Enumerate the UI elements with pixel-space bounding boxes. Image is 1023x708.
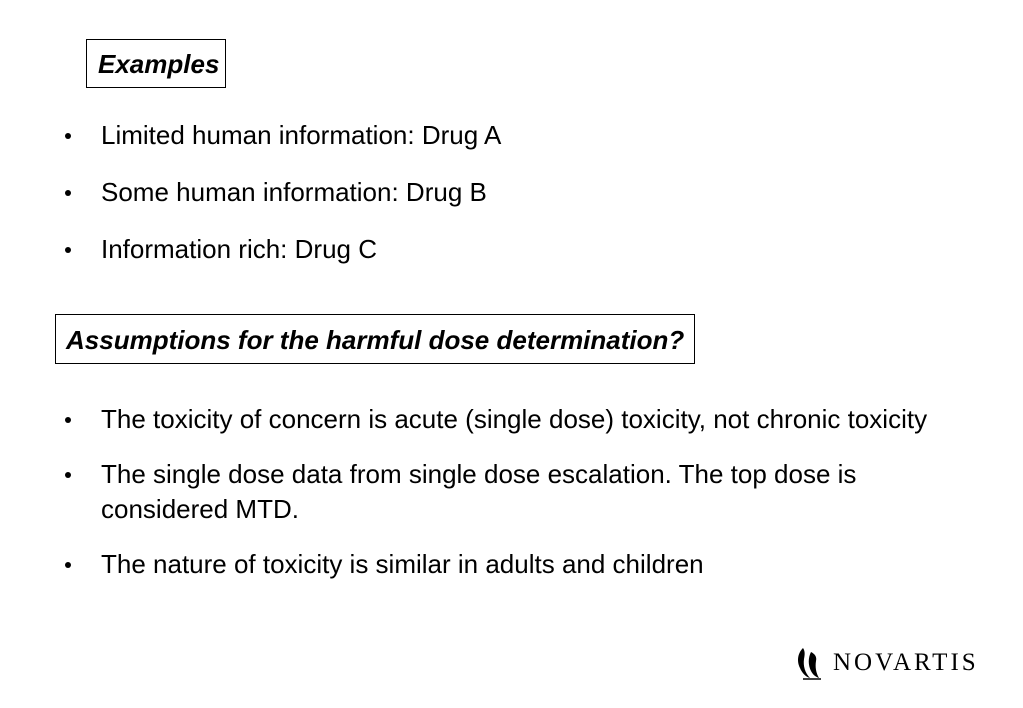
bullet-icon — [65, 417, 71, 423]
bullet-icon — [65, 133, 71, 139]
list-item-text: Limited human information: Drug A — [101, 120, 502, 150]
novartis-logo-text: NOVARTIS — [833, 649, 979, 676]
bullet-icon — [65, 562, 71, 568]
list-item — [60, 118, 501, 153]
list-item — [60, 232, 501, 267]
bullet-icon — [65, 472, 71, 478]
list-item-text: The nature of toxicity is similar in adults and children — [101, 549, 704, 579]
assumptions-list — [60, 402, 940, 582]
list-item-text: Some human information: Drug B — [101, 177, 487, 207]
list-item-text: The single dose data from single dose escalation. The top dose is considered MTD. — [101, 459, 857, 524]
list-item — [60, 547, 940, 582]
examples-heading — [86, 39, 226, 88]
novartis-logo — [795, 645, 979, 681]
novartis-flame-icon — [795, 646, 825, 680]
examples-list — [60, 118, 501, 267]
list-item — [60, 402, 940, 437]
list-item — [60, 175, 501, 210]
assumptions-heading — [55, 314, 695, 364]
examples-heading-text: Examples — [98, 49, 220, 79]
list-item — [60, 457, 940, 527]
bullet-icon — [65, 247, 71, 253]
assumptions-heading-text: Assumptions for the harmful dose determination? — [66, 325, 685, 355]
bullet-icon — [65, 190, 71, 196]
list-item-text: Information rich: Drug C — [101, 234, 377, 264]
list-item-text: The toxicity of concern is acute (single dose) toxicity, not chronic toxicity — [101, 404, 928, 434]
